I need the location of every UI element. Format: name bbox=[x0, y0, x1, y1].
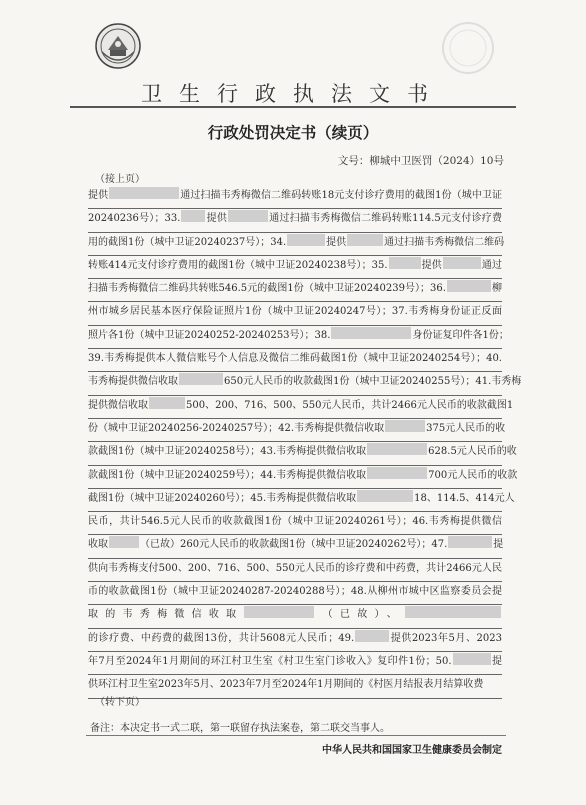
body-text-segment: 扫描韦秀梅微信二维码共转账546.5元的截图1份（城中卫证20240239号）；36. bbox=[88, 283, 446, 295]
body-text-segment: 截图1份（城中卫证20240260号）；45.韦秀梅提供微信收取 bbox=[88, 492, 357, 504]
body-text-segment: 500、200、716、500、550元人民币，共计2466元人民币的收款截图1 bbox=[186, 399, 514, 411]
header-title: 卫生行政执法文书 bbox=[141, 82, 445, 106]
body-text-segment: 700元人民币的收款 bbox=[428, 469, 518, 481]
national-emblem-icon bbox=[94, 22, 142, 70]
redaction-block bbox=[443, 257, 481, 269]
body-text-segment: 通过扫描韦秀梅微信二维码转账114.5元支付诊疗费 bbox=[269, 213, 502, 225]
header-divider bbox=[70, 106, 516, 108]
body-line bbox=[88, 233, 505, 256]
body-line bbox=[88, 396, 514, 419]
body-line bbox=[88, 442, 517, 465]
redaction-block bbox=[357, 490, 413, 502]
body-text-segment: （已故）、 bbox=[315, 609, 405, 621]
body-text-segment: 39.韦秀梅提供本人微信账号个人信息及微信二维码截图1份（城中卫证20240254号）；40. bbox=[88, 353, 502, 365]
redaction-block bbox=[367, 467, 427, 479]
redaction-block bbox=[453, 653, 491, 665]
issuer-label: 中华人民共和国国家卫生健康委员会制定 bbox=[322, 745, 502, 756]
body-line bbox=[88, 466, 518, 489]
body-text-segment: 375元人民币的收 bbox=[426, 422, 506, 434]
body-text-segment: 用的截图1份（城中卫证20240237号）；34. bbox=[88, 236, 287, 248]
body-text-segment: 取的韦秀梅微信收取 bbox=[88, 609, 244, 621]
body-text-segment: 民币，共计546.5元人民币的收款截图1份（城中卫证20240261号）；46.韦秀梅提供微信 bbox=[88, 516, 502, 528]
document-title: 行政处罚决定书（续页） bbox=[207, 124, 379, 142]
body-text-segment: 通过 bbox=[481, 259, 502, 271]
body-line bbox=[88, 302, 502, 325]
body-text-segment: 628.5元人民币的收 bbox=[428, 446, 517, 458]
body-text-segment: 提供微信收取 bbox=[88, 399, 148, 411]
body-text-segment: 转账414元支付诊疗费用的截图1份（城中卫证20240238号）；35. bbox=[88, 259, 388, 271]
body-text-segment: 18、114.5、414元人 bbox=[414, 492, 515, 504]
document-number: 文号：柳城中卫医罚（2024）10号 bbox=[337, 155, 504, 167]
body-text-segment: 款截图1份（城中卫证20240258号）；43.韦秀梅提供微信收取 bbox=[88, 446, 367, 458]
body-line bbox=[88, 652, 502, 675]
redaction-block bbox=[367, 443, 427, 455]
body-text bbox=[88, 186, 522, 699]
body-text-segment: 年7月至2024年1月期间的环江村卫生室《村卫生室门诊收入》复印件1份；50. bbox=[88, 655, 452, 667]
body-text-segment: 身份证复印件各1份； bbox=[412, 329, 509, 341]
body-text-segment: 提供 bbox=[421, 259, 442, 271]
body-text-segment: 份（城中卫证20240256-20240257号）；42.韦秀梅提供微信收取 bbox=[88, 422, 385, 434]
body-line bbox=[88, 559, 502, 582]
body-text-segment: 提供 bbox=[206, 213, 228, 225]
seal-watermark-icon bbox=[440, 20, 496, 76]
body-text-segment: 款截图1份（城中卫证20240259号）；44.韦秀梅提供微信收取 bbox=[88, 469, 367, 481]
body-line bbox=[88, 582, 502, 605]
body-line bbox=[88, 186, 502, 209]
redaction-block bbox=[228, 210, 268, 222]
body-text-segment: 韦秀梅提供微信收取 bbox=[88, 376, 178, 388]
body-text-segment: 收取 bbox=[88, 539, 108, 551]
redaction-block bbox=[355, 630, 389, 642]
redaction-block bbox=[405, 606, 501, 618]
body-text-segment: 通过扫描韦秀梅微信二维码转账18元支付诊疗费用的截图1份（城中卫证 bbox=[180, 190, 502, 201]
redaction-block bbox=[385, 420, 425, 432]
redaction-block bbox=[447, 280, 491, 292]
body-line bbox=[88, 489, 515, 512]
redaction-block bbox=[244, 606, 314, 618]
body-text-segment: 提供2023年5月、2023 bbox=[390, 632, 502, 644]
redaction-block bbox=[179, 373, 223, 385]
body-line bbox=[88, 535, 502, 558]
body-line bbox=[88, 675, 502, 698]
redaction-block bbox=[109, 187, 179, 199]
footer-divider bbox=[86, 735, 506, 736]
body-text-segment: 州市城乡居民基本医疗保险证照片1份（城中卫证20240247号）；37.韦秀梅身份证正反面 bbox=[88, 306, 502, 318]
continued-to-label: （转下页） bbox=[95, 697, 145, 708]
redaction-block bbox=[331, 327, 411, 339]
body-line bbox=[88, 605, 502, 628]
body-text-segment: 提供 bbox=[88, 190, 109, 201]
redaction-block bbox=[389, 257, 421, 269]
body-line bbox=[88, 372, 522, 395]
body-text-segment: （已故）260元人民币的收款截图1份（城中卫证20240262号）；47. bbox=[140, 539, 448, 551]
body-line bbox=[88, 326, 509, 349]
remarks-note: 备注：本决定书一式二联，第一联留存执法案卷，第二联交当事人。 bbox=[90, 723, 390, 734]
redaction-block bbox=[109, 536, 139, 548]
body-text-segment: 通过扫描韦秀梅微信二维码 bbox=[384, 236, 505, 248]
body-text-segment: 提 bbox=[491, 655, 502, 667]
body-line bbox=[88, 279, 502, 302]
body-text-segment: 供环江村卫生室2023年5月、2023年7月至2024年1月期间的《村医月结报表月结算收费 bbox=[88, 679, 484, 691]
body-text-segment: 提 bbox=[493, 539, 504, 551]
body-line bbox=[88, 512, 502, 535]
body-text-segment: 的诊疗费、中药费的截图13份，共计5608元人民币；49. bbox=[88, 632, 355, 644]
body-line bbox=[88, 419, 506, 442]
redaction-block bbox=[448, 536, 492, 548]
redaction-block bbox=[149, 397, 185, 409]
body-line bbox=[88, 209, 502, 232]
redaction-block bbox=[181, 210, 205, 222]
redaction-block bbox=[347, 234, 383, 246]
body-text-segment: 照片各1份（城中卫证20240252-20240253号）；38. bbox=[88, 329, 331, 341]
continued-from-label: （接上页） bbox=[95, 174, 145, 185]
body-text-segment: 650元人民币的收款截图1份（城中卫证20240255号）；41.韦秀梅 bbox=[224, 376, 522, 388]
body-text-segment: 币的收款截图1份（城中卫证20240287-20240288号）；48.从柳州市城中区监察委员会提 bbox=[88, 586, 502, 598]
body-line bbox=[88, 629, 502, 652]
body-text-segment: 提供 bbox=[326, 236, 347, 248]
body-line bbox=[88, 256, 502, 279]
body-text-segment: 供向韦秀梅支付500、200、716、500、550元人民币的诊疗费和中药费，共计2466元人民 bbox=[88, 562, 502, 574]
body-text-segment: 柳 bbox=[491, 283, 502, 295]
body-line bbox=[88, 349, 502, 372]
redaction-block bbox=[287, 234, 325, 246]
body-text-segment: 20240236号）；33. bbox=[88, 213, 181, 225]
